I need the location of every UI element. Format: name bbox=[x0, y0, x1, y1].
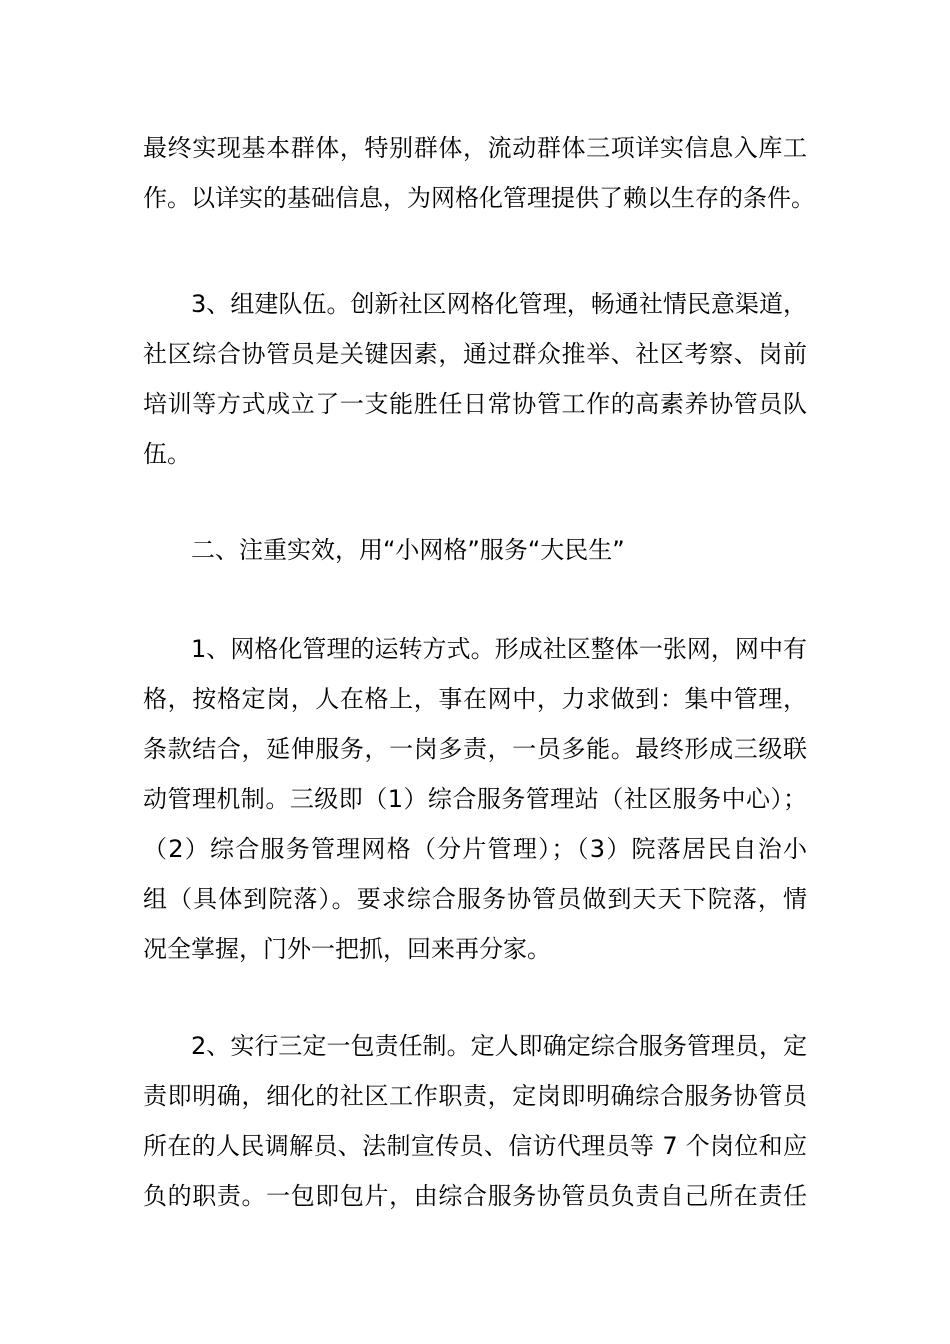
paragraph-responsibility-system bbox=[143, 1021, 807, 1221]
text-line: 伍。 bbox=[143, 440, 191, 468]
paragraph-build-team bbox=[143, 279, 807, 479]
text-line: 1、网格化管理的运转方式。形成社区整体一张网，网中有 bbox=[191, 635, 807, 663]
text-line: 条款结合，延伸服务，一岗多责，一员多能。最终形成三级联 bbox=[143, 735, 807, 763]
text-line: 况全掌握，门外一把抓，回来再分家。 bbox=[143, 935, 551, 963]
text-line: 培训等方式成立了一支能胜任日常协管工作的高素养协管员队 bbox=[143, 390, 807, 418]
section-heading-text: 二、注重实效，用“小网格”服务“大民生” bbox=[191, 536, 625, 564]
text-line: 作。以详实的基础信息，为网格化管理提供了赖以生存的条件。 bbox=[143, 184, 815, 212]
text-line: 2、实行三定一包责任制。定人即确定综合服务管理员，定 bbox=[191, 1032, 807, 1060]
text-line: 组（具体到院落）。要求综合服务协管员做到天天下院落，情 bbox=[143, 885, 807, 913]
text-line: 所在的人民调解员、法制宣传员、信访代理员等 7 个岗位和应 bbox=[143, 1132, 807, 1160]
text-line: 社区综合协管员是关键因素，通过群众推举、社区考察、岗前 bbox=[143, 340, 807, 368]
section-heading bbox=[143, 525, 807, 575]
text-line: （2）综合服务管理网格（分片管理）；（3）院落居民自治小 bbox=[143, 835, 807, 863]
text-line: 责即明确，细化的社区工作职责，定岗即明确综合服务协管员 bbox=[143, 1082, 807, 1110]
text-line: 最终实现基本群体，特别群体，流动群体三项详实信息入库工 bbox=[143, 134, 807, 162]
text-line: 3、组建队伍。创新社区网格化管理，畅通社情民意渠道， bbox=[191, 290, 807, 318]
paragraph-basic-info bbox=[143, 123, 815, 223]
text-line: 负的职责。一包即包片，由综合服务协管员负责自己所在责任 bbox=[143, 1182, 807, 1210]
paragraph-operation-mode bbox=[143, 624, 807, 974]
text-line: 动管理机制。三级即（1）综合服务管理站（社区服务中心）； bbox=[143, 785, 807, 813]
text-line: 格，按格定岗，人在格上，事在网中，力求做到：集中管理， bbox=[143, 685, 807, 713]
